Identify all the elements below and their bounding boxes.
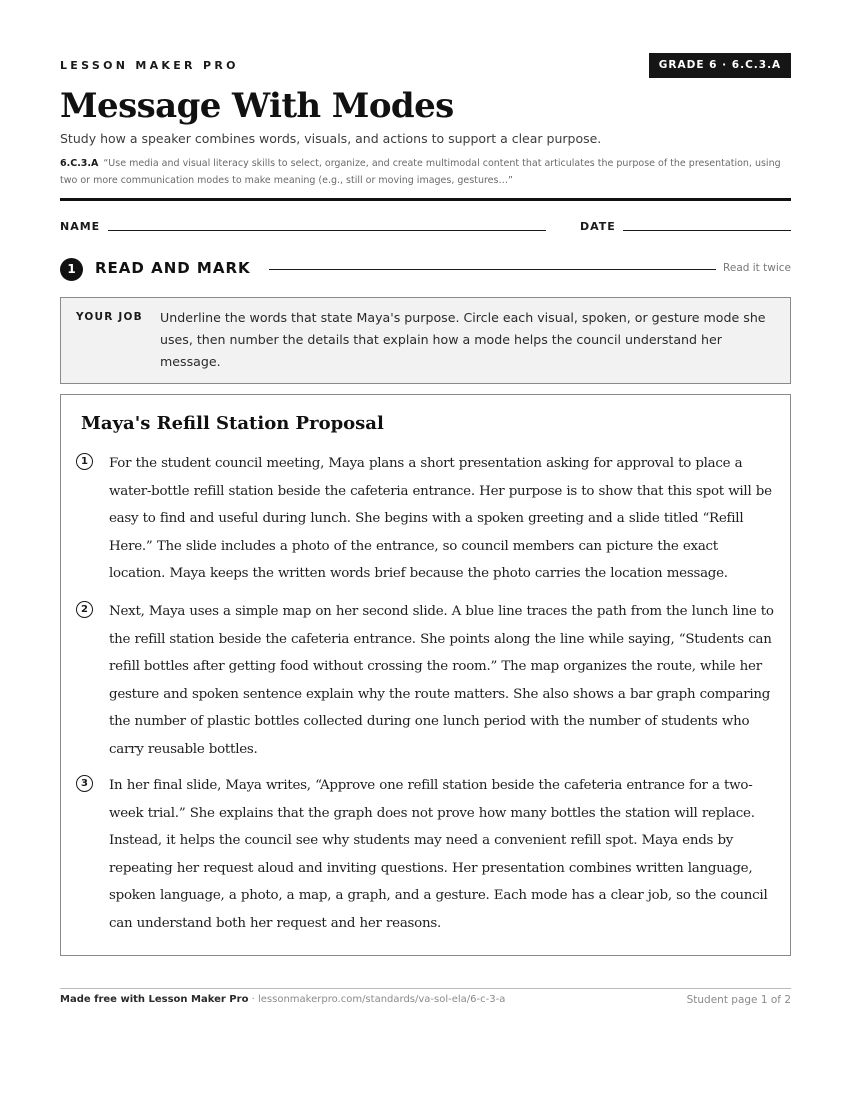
standard-code: 6.C.3.A bbox=[60, 158, 99, 169]
standard-description bbox=[60, 155, 791, 189]
footer-url: · lessonmakerpro.com/standards/va-sol-ela/6-c-3-a bbox=[248, 994, 506, 1005]
brand-name: LESSON MAKER PRO bbox=[60, 59, 239, 72]
worksheet-page bbox=[60, 0, 791, 1100]
header-divider bbox=[60, 198, 791, 201]
paragraph-number: 3 bbox=[76, 775, 93, 792]
footer-made-with: Made free with Lesson Maker Pro bbox=[60, 994, 249, 1005]
paragraph-text: Next, Maya uses a simple map on her second slide. A blue line traces the path from the lunch line to the refill station beside the cafeteria entrance. She points along the line while saying, “Students can refill bottles after getting food without crossing the room.” The map organizes the route, while her gesture and spoken sentence explain why the route matters. She also shows a bar graph comparing the number of plastic bottles collected during one lunch period with the number of students who carry reusable bottles. bbox=[109, 604, 774, 757]
footer-credit bbox=[60, 994, 505, 1005]
name-label: NAME bbox=[60, 220, 101, 233]
instructions-text: Underline the words that state Maya's purpose. Circle each visual, spoken, or gesture mode she uses, then number the details that explain how a mode helps the council understand her message. bbox=[160, 310, 766, 369]
name-field[interactable] bbox=[108, 230, 546, 231]
page-subtitle: Study how a speaker combines words, visuals, and actions to support a clear purpose. bbox=[60, 131, 602, 146]
page-number: Student page 1 of 2 bbox=[686, 994, 791, 1006]
section-note: Read it twice bbox=[723, 262, 791, 274]
reading-passage bbox=[60, 394, 791, 956]
date-label: DATE bbox=[580, 220, 616, 233]
page-title: Message With Modes bbox=[60, 86, 454, 126]
footer-divider bbox=[60, 988, 791, 989]
section-number-badge: 1 bbox=[60, 258, 83, 281]
paragraph-number: 1 bbox=[76, 453, 93, 470]
section-divider bbox=[269, 269, 716, 270]
paragraph-number: 2 bbox=[76, 601, 93, 618]
paragraph-text: In her final slide, Maya writes, “Approve one refill station beside the cafeteria entrance for a two-week trial.” She explains that the graph does not prove how many bottles the station will replace. Instead, it helps the council see why students may need a convenient refill spot. Maya ends by repeating her request aloud and inviting questions. Her presentation combines written language, spoken language, a photo, a map, a graph, and a gesture. Each mode has a clear job, so the council can understand both her request and her reasons. bbox=[109, 778, 768, 931]
instructions-box bbox=[60, 297, 791, 384]
passage-title: Maya's Refill Station Proposal bbox=[81, 413, 384, 434]
standard-text: “Use media and visual literacy skills to select, organize, and create multimodal content that articulates the purpose of the presentation, using two or more communication modes to make meaning (e.g., still or moving images, gestures…” bbox=[60, 158, 781, 186]
date-field[interactable] bbox=[623, 230, 791, 231]
instructions-label: YOUR JOB bbox=[76, 311, 143, 323]
section-title: READ AND MARK bbox=[95, 259, 251, 277]
paragraph-text: For the student council meeting, Maya plans a short presentation asking for approval to place a water-bottle refill station beside the cafeteria entrance. Her purpose is to show that this spot will be easy to find and useful during lunch. She begins with a spoken greeting and a slide titled “Refill Here.” The slide includes a photo of the entrance, so council members can picture the exact location. Maya keeps the written words brief because the photo carries the location message. bbox=[109, 456, 772, 582]
grade-badge: GRADE 6 · 6.C.3.A bbox=[649, 53, 791, 78]
